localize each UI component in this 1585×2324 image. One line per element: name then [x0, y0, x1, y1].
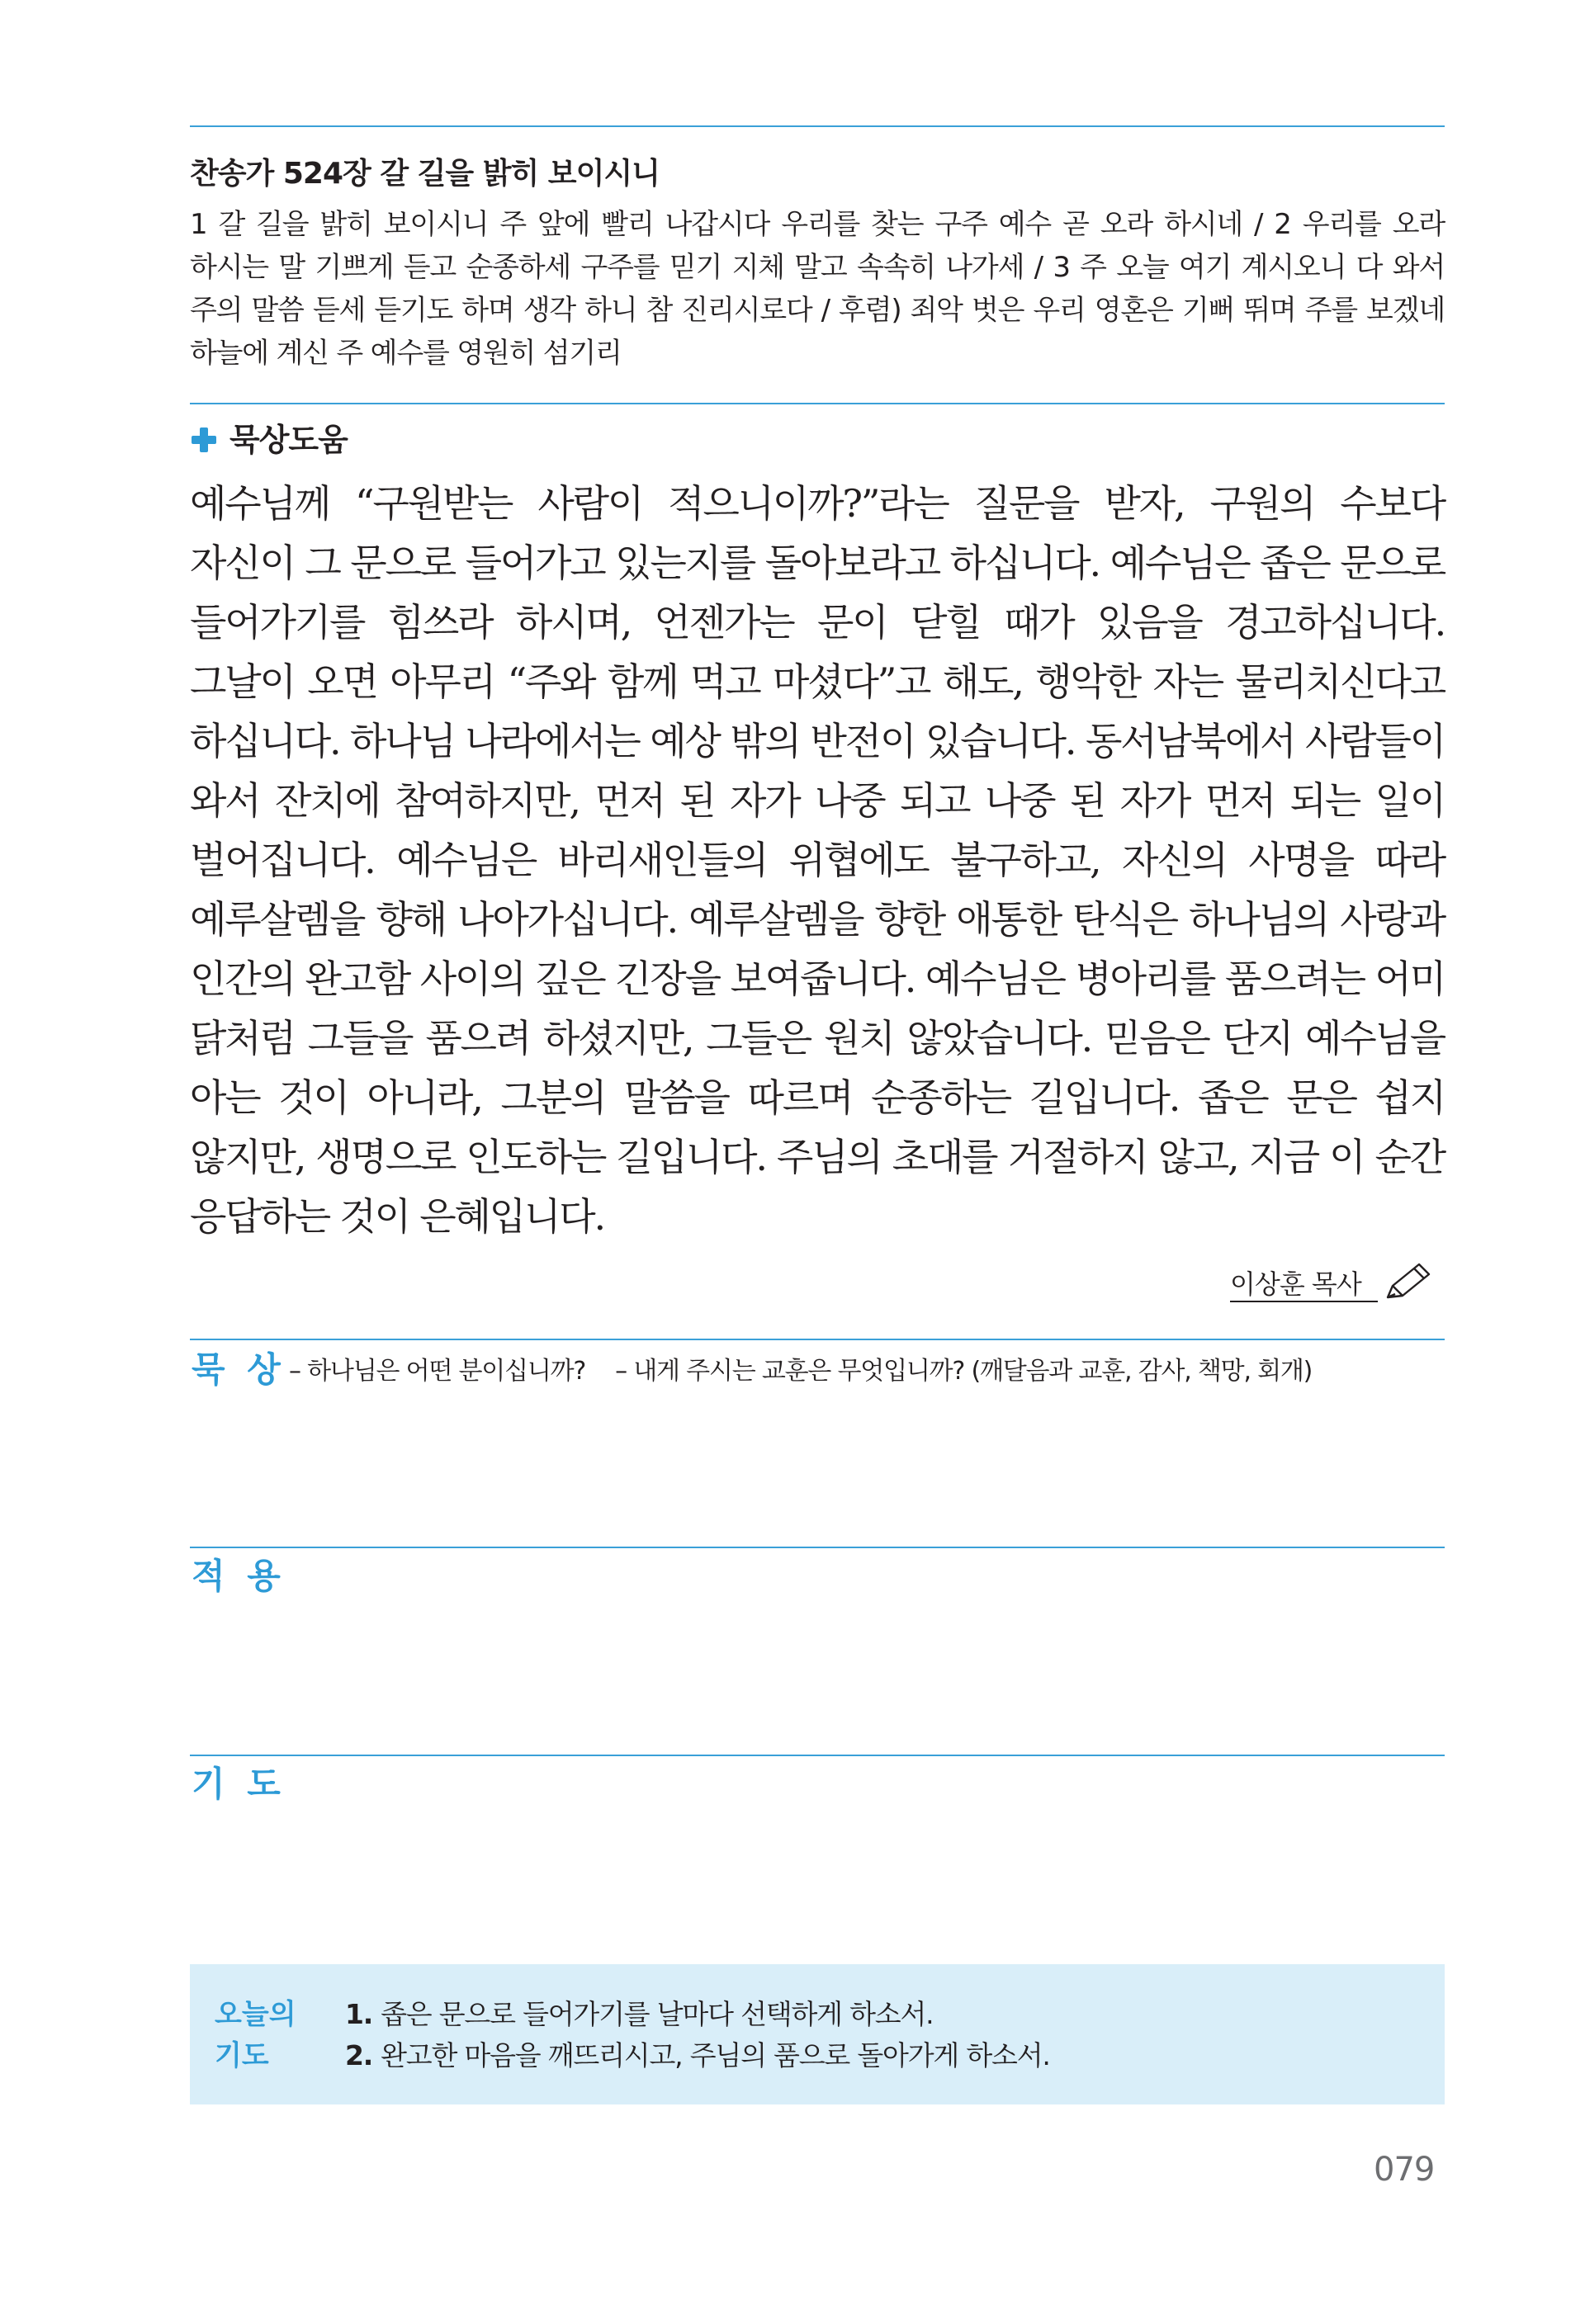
pencil-icon — [1381, 1261, 1434, 1302]
meditation-body: 예수님께 “구원받는 사람이 적으니이까?”라는 질문을 받자, 구원의 수보다 자신이 그 문으로 들어가고 있는지를 돌아보라고 하십니다. 예수님은 좁은 문으로 들어가기를 힘쓰라 하시며, 언젠가는 문이 닫힐 때가 있음을 경고하십니다. 그날이 오면 아무리 “주와 함께 먹고 마셨다”고 해도, 행악한 자는 물리치신다고 하십니다. 하나님 나라에서는 예상 밖의 반전이 있습니다. 동서남북에서 사람들이 와서 잔치에 참여하지만, 먼저 된 자가 나중 되고 나중 된 자가 먼저 되는 일이 벌어집니다. 예수님은 바리새인들의 위협에도 불구하고, 자신의 사명을 따라 예루살렘을 향해 나아가십니다. 예루살렘을 향한 애통한 탄식은 하나님의 사랑과 인간의 완고함 사이의 깊은 긴장을 보여줍니다. 예수님은 병아리를 품으려는 어미 닭처럼 그들을 품으려 하셨지만, 그들은 원치 않았습니다. 믿음은 단지 예수님을 아는 것이 아니라, 그분의 말씀을 따르며 순종하는 길입니다. 좁은 문은 쉽지 않지만, 생명으로 인도하는 길입니다. 주님의 초대를 거절하지 않고, 지금 이 순간 응답하는 것이 은혜입니다. — [190, 481, 1445, 1239]
prayer-item-text: 완고한 마음을 깨뜨리시고, 주님의 품으로 돌아가게 하소서. — [381, 2039, 1050, 2071]
hymn-bottom-rule — [190, 403, 1445, 404]
question-who-is-god: – 하나님은 어떤 분이십니까? — [289, 1357, 586, 1386]
prayer-item-text: 좁은 문으로 들어가기를 날마다 선택하게 하소서. — [381, 1998, 934, 2030]
meditate-rule — [190, 1339, 1445, 1340]
today-prayer-box — [190, 1964, 1445, 2104]
pray-rule — [190, 1755, 1445, 1756]
prayer-item-number: 1. — [345, 1998, 373, 2030]
pray-label: 기 도 — [192, 1764, 286, 1804]
today-prayer-label-line1: 오늘의 — [215, 1998, 296, 2031]
hymn-title: 찬송가 524장 갈 길을 밝히 보이시니 — [190, 157, 660, 191]
today-prayer-list — [345, 1994, 1050, 2076]
meditate-questions — [289, 1355, 1312, 1388]
list-item — [345, 1994, 1050, 2035]
list-item — [345, 2035, 1050, 2076]
apply-label: 적 용 — [192, 1556, 286, 1596]
meditate-label: 묵 상 — [192, 1349, 286, 1390]
today-prayer-label — [215, 1994, 296, 2076]
question-lesson: – 내게 주시는 교훈은 무엇입니까? (깨달음과 교훈, 감사, 책망, 회개) — [615, 1357, 1313, 1386]
top-rule — [190, 125, 1445, 127]
meditation-help-title: 묵상도움 — [229, 422, 348, 458]
apply-rule — [190, 1547, 1445, 1548]
prayer-item-number: 2. — [345, 2039, 373, 2071]
today-prayer-label-line2: 기도 — [215, 2039, 269, 2072]
hymn-lyrics: 1 갈 길을 밝히 보이시니 주 앞에 빨리 나갑시다 우리를 찾는 구주 예수 곧 오라 하시네 / 2 우리를 오라 하시는 말 기쁘게 듣고 순종하세 구주를 믿기 지체 말고 속속히 나가세 / 3 주 오늘 여기 계시오니 다 와서 주의 말씀 듣세 듣기도 하며 생각 하니 참 진리시로다 / 후렴) 죄악 벗은 우리 영혼은 기뻐 뛰며 주를 보겠네 하늘에 계신 주 예수를 영원히 섬기리 — [190, 208, 1445, 370]
author-signature — [1230, 1261, 1434, 1302]
author-name: 이상훈 목사 — [1230, 1268, 1378, 1302]
page-number: 079 — [1374, 2151, 1435, 2189]
meditation-help-header — [190, 419, 348, 461]
plus-icon — [190, 426, 218, 454]
